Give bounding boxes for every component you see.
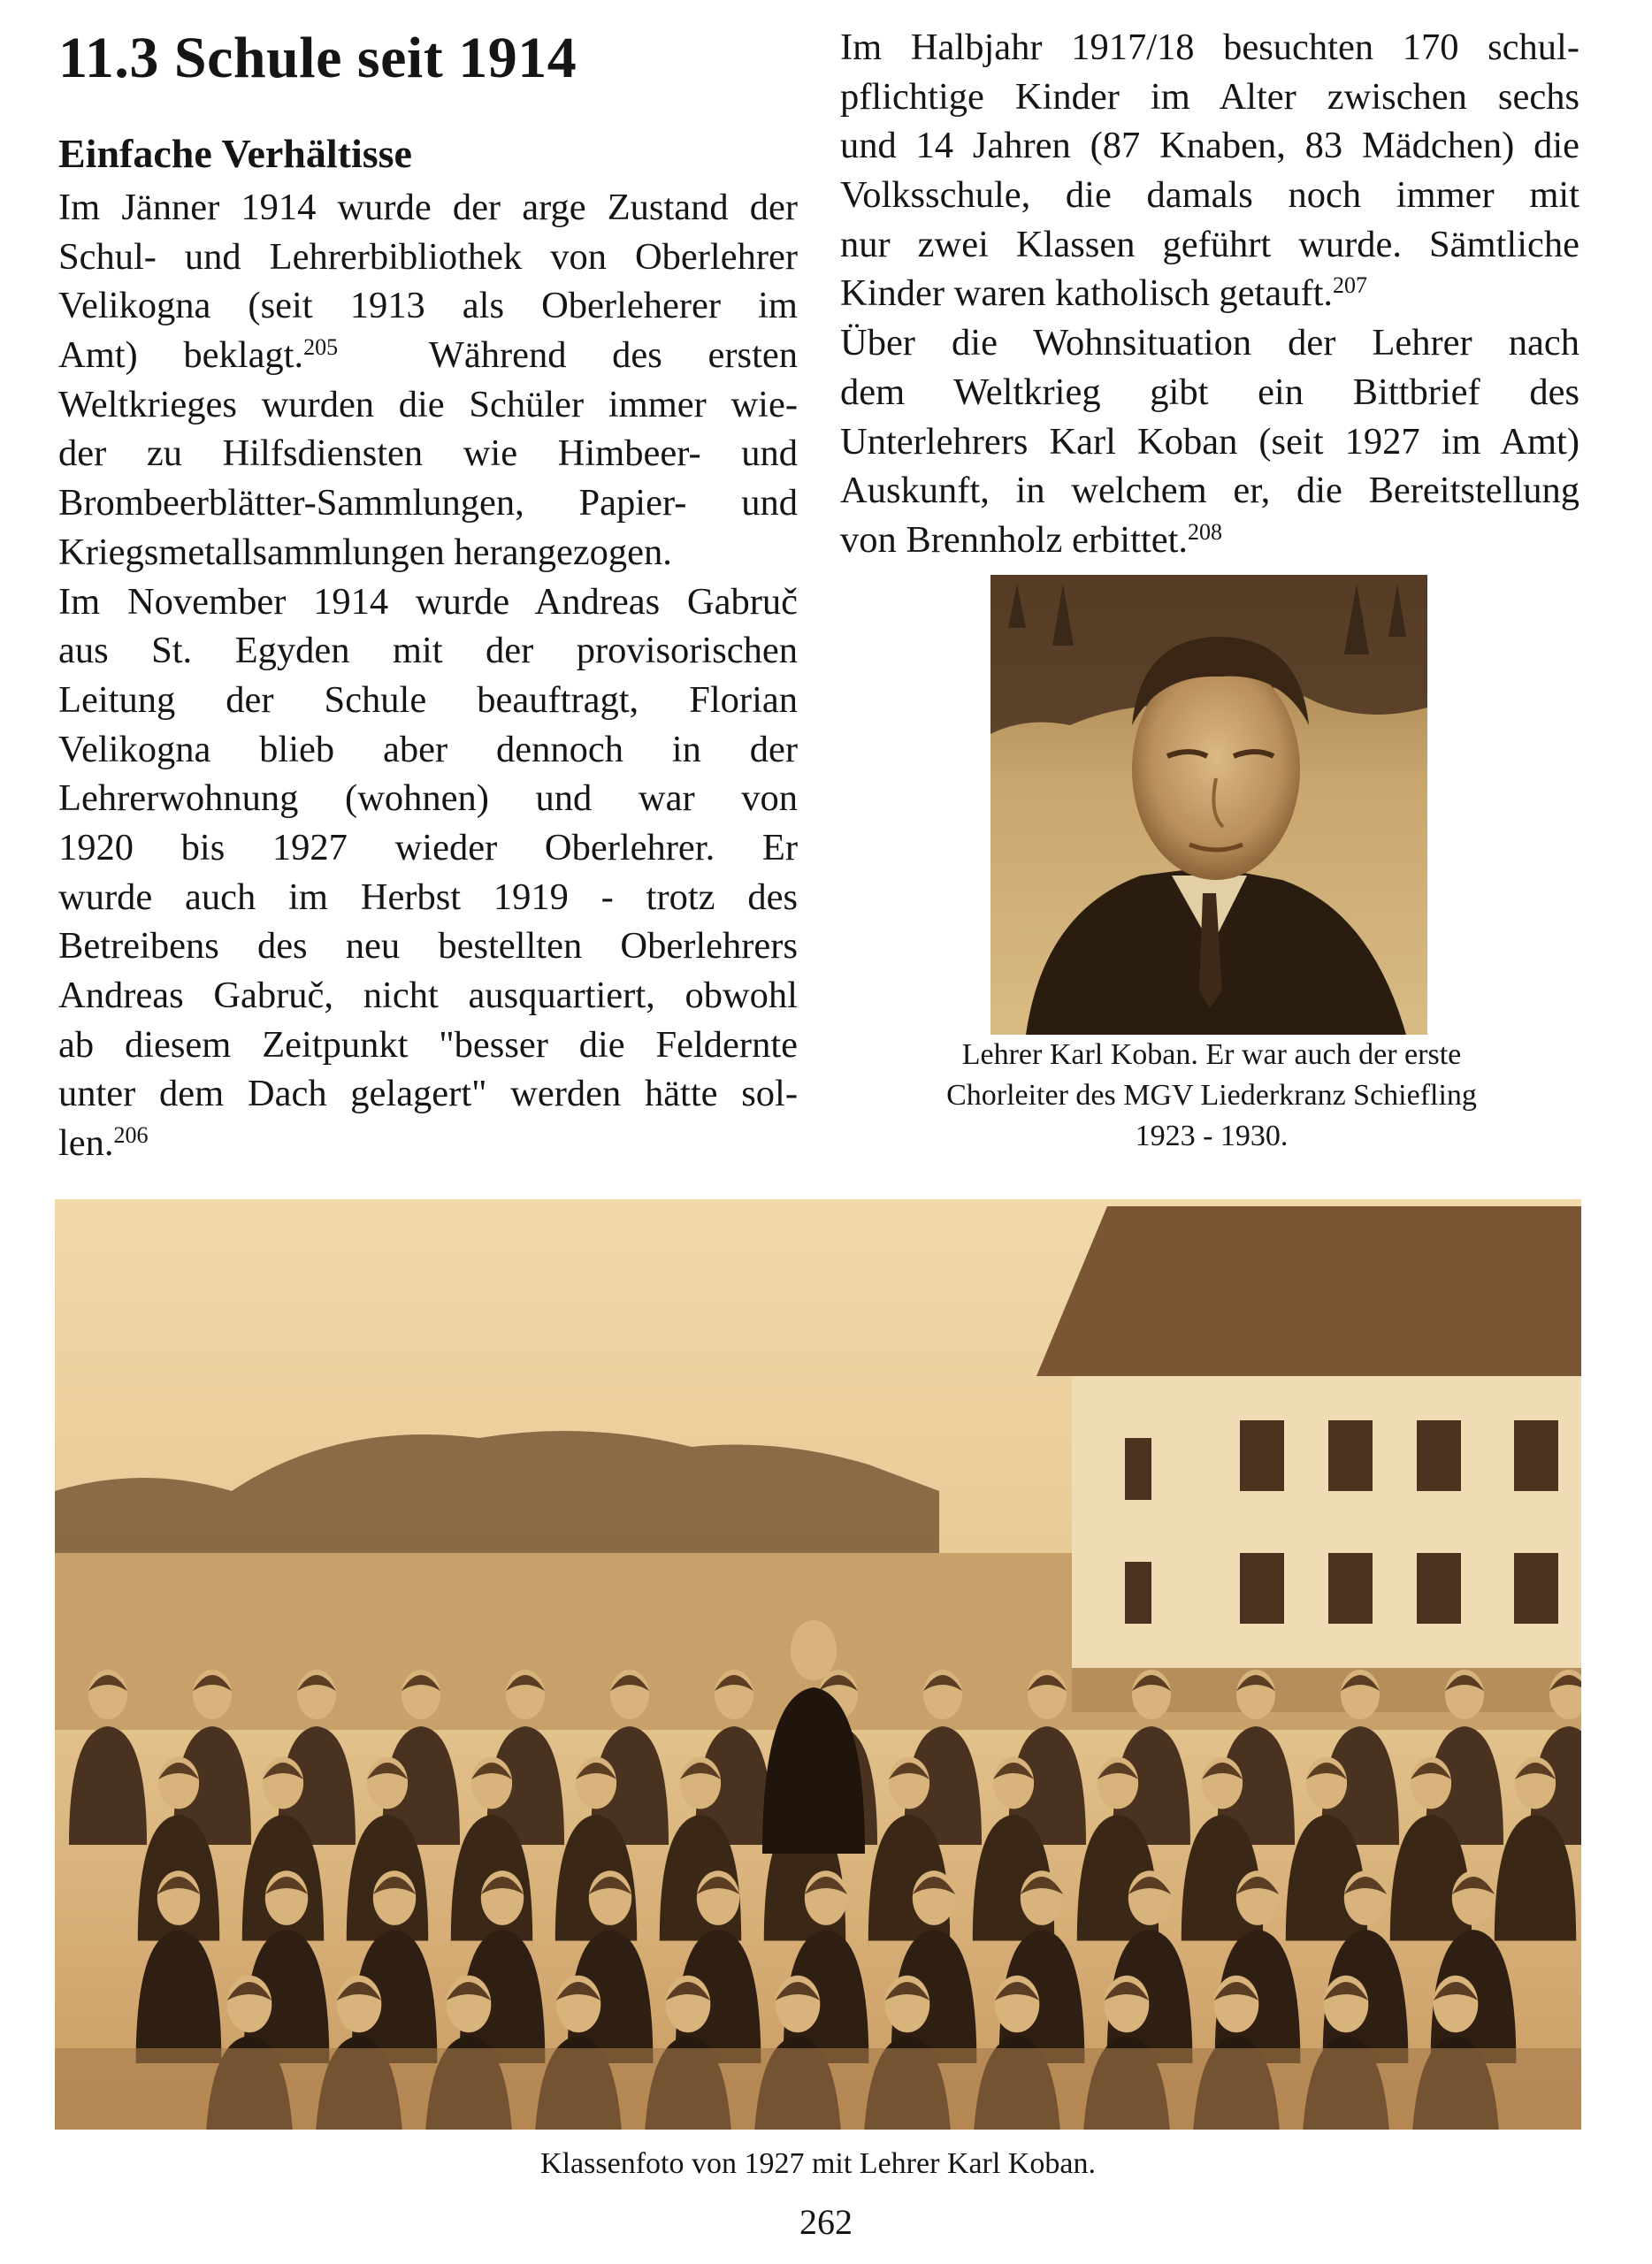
text-line-content: wurde auch im Herbst 1919 - trotz des bbox=[58, 876, 798, 918]
text-line bbox=[58, 528, 798, 577]
text-line-content: Weltkrieges wurden die Schüler immer wie- bbox=[58, 383, 798, 425]
text-line-content: Kinder waren katholisch getauft. bbox=[840, 272, 1334, 315]
text-line bbox=[58, 676, 798, 725]
text-line bbox=[58, 971, 798, 1021]
text-line bbox=[58, 331, 798, 380]
text-line bbox=[58, 823, 798, 873]
page-number: 262 bbox=[799, 2202, 853, 2242]
text-line bbox=[840, 121, 1579, 171]
section-title: 11.3 Schule seit 1914 bbox=[58, 26, 577, 90]
text-line-content: len. bbox=[58, 1122, 114, 1165]
text-line-content: unter dem Dach gelagert" werden hätte sol- bbox=[58, 1073, 798, 1115]
text-line-content: Im Halbjahr 1917/18 besuchten 170 schul- bbox=[840, 27, 1579, 68]
text-line-content: Kriegsmetallsammlungen herangezogen. bbox=[58, 531, 672, 573]
footnote-reference: 205 bbox=[303, 334, 339, 361]
right-column-text bbox=[840, 23, 1579, 565]
text-line-content: Unterlehrers Karl Koban (seit 1927 im Amt) bbox=[840, 420, 1579, 463]
text-line-content: nur zwei Klassen geführt wurde. Sämtliche bbox=[840, 223, 1579, 265]
text-line-content: ab diesem Zeitpunkt "besser die Feldernte bbox=[58, 1023, 798, 1066]
footnote-reference: 207 bbox=[1333, 272, 1368, 299]
text-line-content: Volksschule, die damals noch immer mit bbox=[840, 174, 1579, 217]
text-line-content: Andreas Gabruč, nicht ausquartiert, obwohl bbox=[58, 975, 798, 1016]
text-line-content: Betreibens des neu bestellten Oberlehrers bbox=[58, 925, 798, 968]
text-line bbox=[58, 380, 798, 430]
subheading: Einfache Verhältisse bbox=[58, 131, 412, 176]
text-line-content: Lehrerwohnung (wohnen) und war von bbox=[58, 777, 798, 820]
text-line-content: Velikogna blieb aber dennoch in der bbox=[58, 728, 798, 770]
text-line bbox=[840, 516, 1579, 565]
text-line-content: von Brennholz erbittet. bbox=[840, 518, 1189, 561]
text-line-content: dem Weltkrieg gibt ein Bittbrief des bbox=[840, 371, 1579, 413]
text-line-content: pflichtige Kinder im Alter zwischen sechs bbox=[840, 75, 1579, 118]
text-line bbox=[58, 281, 798, 331]
text-line bbox=[58, 1021, 798, 1070]
footnote-reference: 206 bbox=[113, 1122, 149, 1149]
text-line bbox=[58, 577, 798, 627]
text-line-content: Velikogna (seit 1913 als Oberleherer im bbox=[58, 285, 798, 327]
text-line bbox=[58, 1069, 798, 1119]
text-line-content: Amt) beklagt. bbox=[58, 334, 304, 377]
text-line bbox=[840, 220, 1579, 270]
text-line-content: Schul- und Lehrerbibliothek von Oberlehrer bbox=[58, 235, 798, 278]
text-line bbox=[840, 23, 1579, 73]
text-line-content: Im November 1914 wurde Andreas Gabruč bbox=[58, 580, 798, 623]
text-line-content: Brombeerblätter-Sammlungen, Papier- und bbox=[58, 482, 798, 524]
text-line bbox=[58, 478, 798, 528]
portrait-photo-karl-koban bbox=[990, 575, 1427, 1035]
text-line bbox=[58, 725, 798, 775]
text-line-continuation: Während des ersten bbox=[338, 334, 798, 377]
portrait-caption-line: 1923 - 1930. bbox=[1135, 1120, 1289, 1152]
text-line-content: Über die Wohnsituation der Lehrer nach bbox=[840, 322, 1579, 364]
class-photo-1927 bbox=[55, 1199, 1581, 2130]
text-line-content: aus St. Egyden mit der provisorischen bbox=[58, 630, 798, 672]
text-line-content: und 14 Jahren (87 Knaben, 83 Mädchen) die bbox=[840, 125, 1579, 167]
text-line bbox=[58, 233, 798, 282]
text-line bbox=[840, 318, 1579, 368]
text-line bbox=[840, 73, 1579, 122]
text-line bbox=[58, 429, 798, 478]
portrait-caption-line: Lehrer Karl Koban. Er war auch der erste bbox=[961, 1038, 1462, 1071]
text-line bbox=[58, 1119, 798, 1168]
text-line-content: 1920 bis 1927 wieder Oberlehrer. Er bbox=[58, 826, 798, 868]
footnote-reference: 208 bbox=[1188, 518, 1223, 545]
text-line bbox=[840, 466, 1579, 516]
class-photo-caption: Klassenfoto von 1927 mit Lehrer Karl Koban. bbox=[540, 2147, 1096, 2180]
text-line bbox=[840, 417, 1579, 467]
text-line bbox=[840, 269, 1579, 318]
text-line bbox=[58, 873, 798, 922]
text-line-content: Auskunft, in welchem er, die Bereitstellung bbox=[840, 470, 1579, 512]
text-line bbox=[58, 774, 798, 823]
text-line bbox=[840, 368, 1579, 417]
text-line-content: Im Jänner 1914 wurde der arge Zustand der bbox=[58, 187, 798, 228]
portrait-caption bbox=[876, 1035, 1548, 1157]
left-column-text bbox=[58, 183, 798, 1168]
portrait-caption-line: Chorleiter des MGV Liederkranz Schiefling bbox=[946, 1079, 1477, 1112]
text-line-content: Leitung der Schule beauftragt, Florian bbox=[58, 678, 798, 721]
text-line bbox=[58, 183, 798, 233]
text-line bbox=[58, 626, 798, 676]
text-line bbox=[58, 922, 798, 971]
text-line-content: der zu Hilfsdiensten wie Himbeer- und bbox=[58, 432, 798, 475]
text-line bbox=[840, 171, 1579, 220]
